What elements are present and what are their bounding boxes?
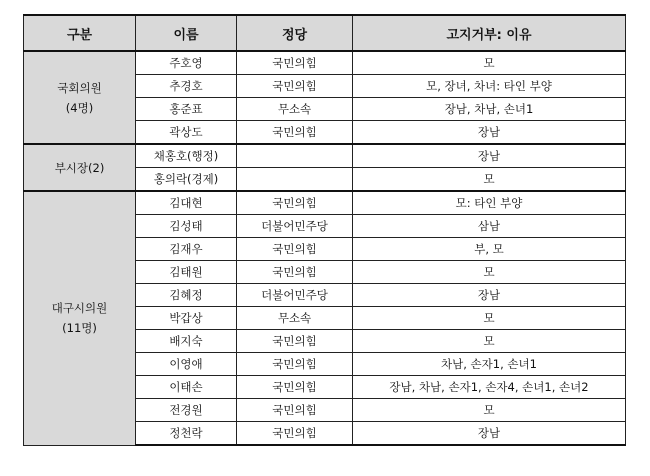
party-cell: 국민의힘 (237, 121, 353, 145)
reason-cell: 부, 모 (353, 238, 626, 261)
group-label-cell (24, 191, 136, 445)
table-body (24, 51, 626, 445)
reason-cell: 모 (353, 51, 626, 75)
party-cell: 국민의힘 (237, 261, 353, 284)
party-cell (237, 144, 353, 168)
name-cell: 추경호 (136, 75, 237, 98)
reason-cell: 모, 장녀, 차녀: 타인 부양 (353, 75, 626, 98)
header-category: 구분 (24, 15, 136, 51)
name-cell: 채홍호(행정) (136, 144, 237, 168)
reason-cell: 장남 (353, 422, 626, 446)
name-cell: 이태손 (136, 376, 237, 399)
party-cell: 국민의힘 (237, 75, 353, 98)
party-cell: 무소속 (237, 98, 353, 121)
reason-cell: 장남 (353, 144, 626, 168)
name-cell: 김혜정 (136, 284, 237, 307)
reason-cell: 장남 (353, 284, 626, 307)
header-row (24, 15, 626, 51)
group-label: 부시장(2) (54, 160, 105, 175)
name-cell: 홍준표 (136, 98, 237, 121)
reason-cell: 모 (353, 261, 626, 284)
group-label: 대구시의원 (51, 301, 108, 316)
table-row (24, 144, 626, 168)
name-cell: 배지숙 (136, 330, 237, 353)
group-count: (4명) (65, 100, 94, 115)
party-cell: 국민의힘 (237, 376, 353, 399)
header-name: 이름 (136, 15, 237, 51)
group-label-cell (24, 51, 136, 144)
party-cell: 더불어민주당 (237, 215, 353, 238)
disclosure-refusal-table (23, 14, 626, 446)
name-cell: 이영애 (136, 353, 237, 376)
reason-cell: 장남 (353, 121, 626, 145)
party-cell: 국민의힘 (237, 238, 353, 261)
party-cell: 더불어민주당 (237, 284, 353, 307)
reason-cell: 모 (353, 330, 626, 353)
name-cell: 홍의락(경제) (136, 168, 237, 192)
table-row (24, 191, 626, 215)
name-cell: 김성태 (136, 215, 237, 238)
reason-cell: 장남, 차남, 손녀1 (353, 98, 626, 121)
table-row (24, 51, 626, 75)
reason-cell: 모: 타인 부양 (353, 191, 626, 215)
group-label-cell (24, 144, 136, 191)
reason-cell: 모 (353, 399, 626, 422)
name-cell: 전경원 (136, 399, 237, 422)
party-cell: 국민의힘 (237, 399, 353, 422)
reason-cell: 모 (353, 168, 626, 192)
header-party: 정당 (237, 15, 353, 51)
party-cell: 국민의힘 (237, 51, 353, 75)
name-cell: 주호영 (136, 51, 237, 75)
name-cell: 정천락 (136, 422, 237, 446)
header-reason: 고지거부: 이유 (353, 15, 626, 51)
party-cell: 국민의힘 (237, 422, 353, 446)
group-label: 국회의원 (57, 80, 102, 95)
party-cell: 국민의힘 (237, 353, 353, 376)
reason-cell: 삼남 (353, 215, 626, 238)
reason-cell: 차남, 손자1, 손녀1 (353, 353, 626, 376)
name-cell: 김대현 (136, 191, 237, 215)
name-cell: 곽상도 (136, 121, 237, 145)
group-count: (11명) (62, 321, 97, 336)
party-cell: 무소속 (237, 307, 353, 330)
name-cell: 김재우 (136, 238, 237, 261)
name-cell: 김태원 (136, 261, 237, 284)
party-cell: 국민의힘 (237, 191, 353, 215)
party-cell (237, 168, 353, 192)
reason-cell: 장남, 차남, 손자1, 손자4, 손녀1, 손녀2 (353, 376, 626, 399)
name-cell: 박갑상 (136, 307, 237, 330)
reason-cell: 모 (353, 307, 626, 330)
party-cell: 국민의힘 (237, 330, 353, 353)
